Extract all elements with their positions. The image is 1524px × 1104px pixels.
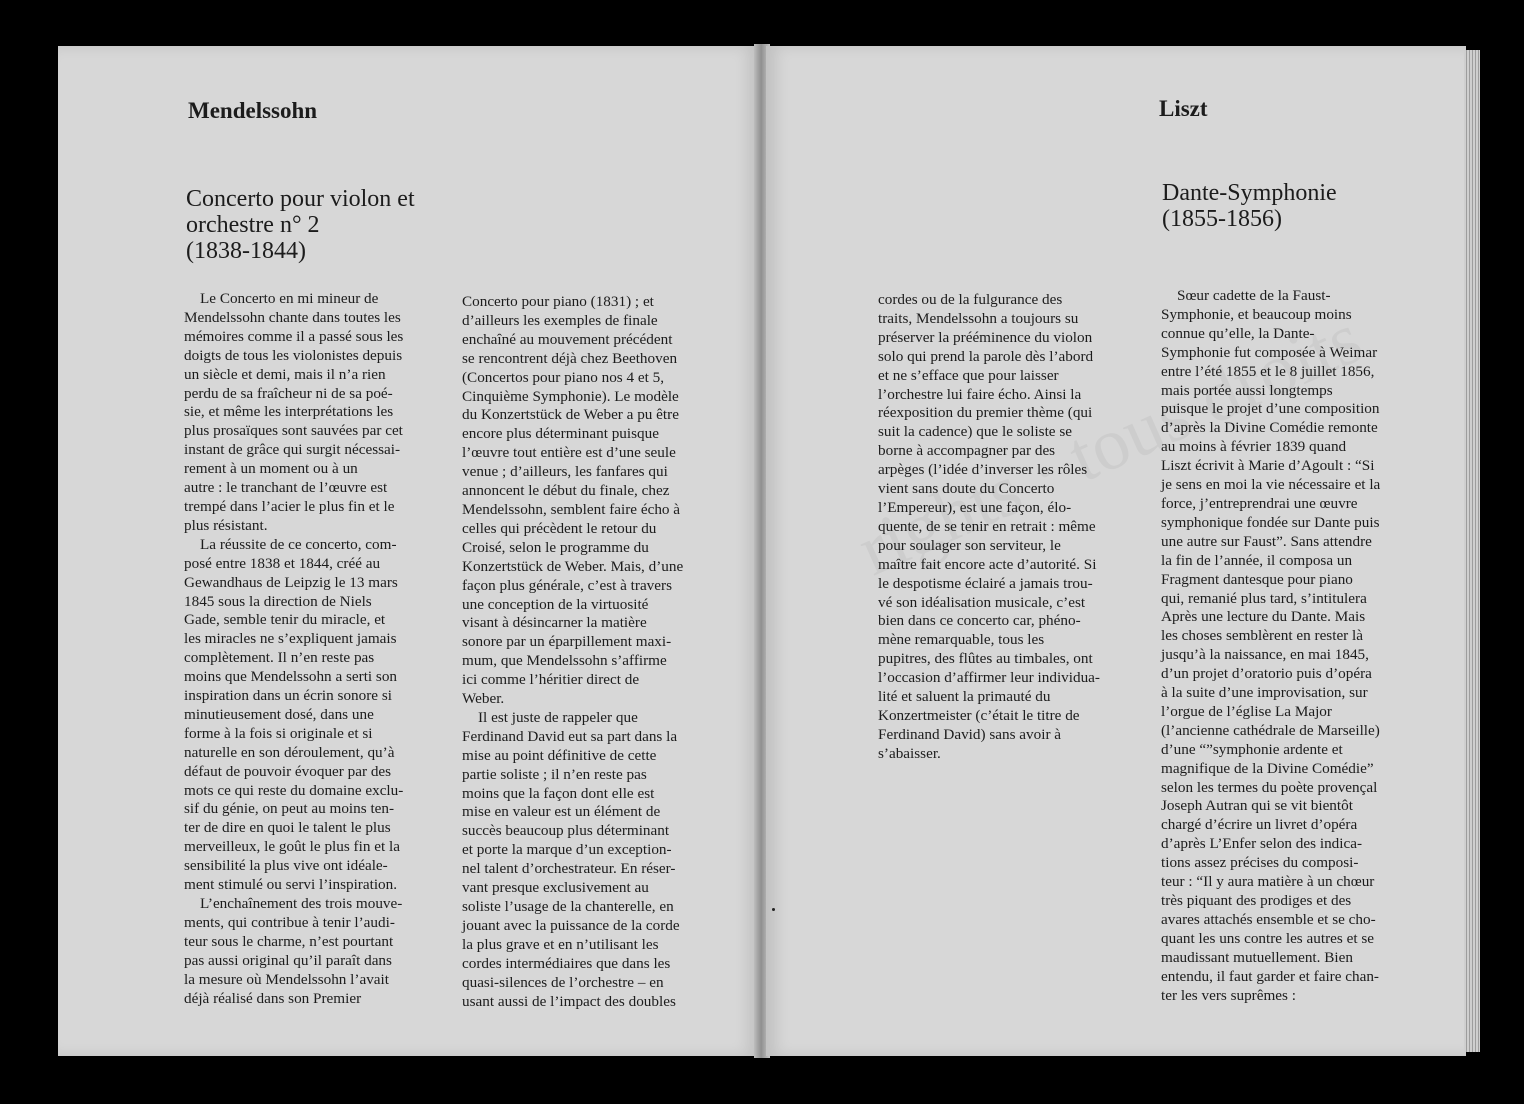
text-line: façon plus générale, c’est à travers (462, 576, 672, 594)
text-line: défaut de pouvoir évoquer par des (184, 762, 392, 780)
text-line: l’Empereur), est une façon, élo- (878, 498, 1072, 516)
text-line: Cinquième Symphonie). Le modèle (462, 387, 679, 405)
text-line: d’une “”symphonie ardente et (1161, 740, 1343, 758)
text-line: Liszt écrivit à Marie d’Agoult : “Si (1161, 457, 1375, 475)
text-column-left-1 (184, 290, 462, 1008)
text-line: plus résistant. (184, 516, 268, 534)
text-line: complètement. Il n’en reste pas (184, 649, 375, 667)
running-head-right: Liszt (1159, 96, 1208, 121)
text-line: la fin de l’année, il composa un (1161, 551, 1353, 569)
text-line: ter de dire en quoi le talent le plus (184, 819, 391, 837)
text-line: traits, Mendelssohn a toujours su (878, 309, 1079, 327)
text-line: s’abaisser. (878, 744, 941, 762)
text-line: la plus grave et en n’utilisant les (462, 935, 659, 953)
text-line: visant à désincarner la matière (462, 614, 647, 632)
text-line: entendu, il faut garder et faire chan- (1161, 967, 1379, 985)
text-line: mémoires comme il a passé sous les (184, 327, 404, 345)
text-line: d’après L’Enfer selon des indica- (1161, 835, 1363, 853)
text-line: posé entre 1838 et 1844, créé au (184, 554, 381, 572)
text-line: bien dans ce concerto car, phéno- (878, 612, 1081, 630)
left-page (58, 46, 758, 1056)
text-line: magnifique de la Divine Comédie” (1161, 759, 1374, 777)
text-line: au moins à février 1839 quand (1161, 438, 1347, 456)
text-line: sie, et même les interprétations les (184, 403, 394, 421)
text-line: puisque le projet d’une composition (1161, 400, 1380, 418)
text-line: maître fait encore acte d’autorité. Si (878, 555, 1097, 573)
text-line: autre : le tranchant de l’œuvre est (184, 479, 388, 497)
text-line: déjà réalisé dans son Premier (184, 989, 362, 1007)
text-line: et porte la marque d’un exception- (462, 841, 672, 859)
text-line: l’orgue de l’église La Major (1161, 702, 1332, 720)
text-line: Ferdinand David) sans avoir à (878, 725, 1062, 743)
text-line: la mesure où Mendelssohn l’avait (184, 970, 389, 988)
text-line: Croisé, selon le programme du (462, 538, 649, 556)
text-line: usant aussi de l’impact des doubles (462, 992, 676, 1010)
text-line: ter les vers suprêmes : (1161, 986, 1296, 1004)
text-line: quente, de se tenir en retrait : même (878, 517, 1096, 535)
text-column-left-2 (462, 293, 742, 1011)
text-column-right-2 (1161, 287, 1451, 1005)
text-line: ici comme l’héritier direct de (462, 671, 640, 689)
text-line: trempé dans l’acier le plus fin et le (184, 497, 395, 515)
text-line: annoncent le début du finale, chez (462, 482, 670, 500)
text-line: tions assez précises du composi- (1161, 854, 1359, 872)
text-line: avares attachés ensemble et se cho- (1161, 910, 1376, 928)
text-line: Ferdinand David eut sa part dans la (462, 727, 678, 745)
text-line: à la suite d’une improvisation, sur (1161, 684, 1368, 702)
text-line: et ne s’efface que pour laisser (878, 366, 1059, 384)
title-line: Concerto pour violon et (186, 186, 415, 212)
text-line: Après une lecture du Dante. Mais (1161, 608, 1366, 626)
text-line: mise au point définitive de cette (462, 746, 657, 764)
text-line: plus prosaïques sont sauvées par cet (184, 422, 403, 440)
text-line: pupitres, des flûtes au timbales, ont (878, 650, 1093, 668)
text-line: Il est juste de rappeler que (478, 708, 638, 726)
title-line: Dante-Symphonie (1162, 180, 1337, 206)
text-line: l’œuvre tout entière est d’une seule (462, 444, 676, 462)
text-line: cordes intermédiaires que dans les (462, 954, 671, 972)
text-line: le despotisme éclairé a jamais trou- (878, 574, 1093, 592)
text-line: d’après la Divine Comédie remonte (1161, 419, 1378, 437)
text-line: Symphonie, et beaucoup moins (1161, 305, 1352, 323)
text-line: rement à un moment ou à un (184, 460, 358, 478)
text-line: sif du génie, on peut au moins ten- (184, 800, 395, 818)
text-line: ments, qui contribue à tenir l’audi- (184, 913, 395, 931)
text-line: d’ailleurs les exemples de finale (462, 311, 658, 329)
text-line: La réussite de ce concerto, com- (200, 535, 397, 553)
text-line: sensibilité la plus vive ont idéale- (184, 857, 388, 875)
text-line: chargé d’écrire un livret d’opéra (1161, 816, 1358, 834)
text-line: Konzertstück de Weber. Mais, d’une (462, 557, 684, 575)
text-line: jouant avec la puissance de la corde (462, 916, 680, 934)
text-line: Gade, semble tenir du miracle, et (184, 611, 386, 629)
text-line: enchaîné au mouvement précédent (462, 330, 673, 348)
text-line: Konzertmeister (c’était le titre de (878, 706, 1080, 724)
text-line: connue qu’elle, la Dante- (1161, 324, 1315, 342)
text-line: venue ; d’ailleurs, les fanfares qui (462, 463, 668, 481)
text-line: solo qui prend la parole dès l’abord (878, 347, 1094, 365)
text-line: inspiration dans un écrin sonore si (184, 687, 392, 705)
text-line: borne à accompagner par des (878, 442, 1056, 460)
text-line: mise en valeur est un élément de (462, 803, 661, 821)
title-line: (1855-1856) (1162, 206, 1282, 232)
text-line: pas aussi original qu’il paraît dans (184, 951, 392, 969)
text-line: suit la cadence) que le soliste se (878, 423, 1072, 441)
text-line: réexposition du premier thème (qui (878, 404, 1093, 422)
text-line: succès beaucoup plus déterminant (462, 822, 670, 840)
text-line: vant presque exclusivement au (462, 879, 649, 897)
work-title-right (1162, 180, 1337, 232)
text-line: les miracles ne s’expliquent jamais (184, 630, 397, 648)
text-line: merveilleux, le goût le plus fin et la (184, 838, 400, 856)
text-line: moins que Mendelssohn a serti son (184, 668, 398, 686)
text-line: selon les termes du poète provençal (1161, 778, 1378, 796)
text-line: 1845 sous la direction de Niels (184, 592, 372, 610)
text-line: moins que la façon dont elle est (462, 784, 655, 802)
text-line: forme à la fois si originale et si (184, 724, 373, 742)
text-line: Mendelssohn chante dans toutes les (184, 308, 401, 326)
text-line: Fragment dantesque pour piano (1161, 570, 1353, 588)
running-head-left: Mendelssohn (188, 98, 318, 123)
text-line: (Concertos pour piano nos 4 et 5, (462, 368, 665, 386)
text-line: mots ce qui reste du domaine exclu- (184, 781, 404, 799)
text-line: quasi-silences de l’orchestre – en (462, 973, 664, 991)
text-line: l’orchestre lui faire écho. Ainsi la (878, 385, 1082, 403)
text-line: vient sans doute du Concerto (878, 480, 1055, 498)
text-line: Mendelssohn, semblent faire écho à (462, 500, 681, 518)
text-column-right-1 (878, 291, 1148, 764)
text-line: qui, remanié plus tard, s’intitulera (1161, 589, 1367, 607)
text-line: lité et saluent la primauté du (878, 688, 1051, 706)
text-line: entre l’été 1855 et le 8 juillet 1856, (1161, 362, 1375, 380)
title-line: orchestre n° 2 (186, 212, 320, 238)
text-line: arpèges (l’idée d’inverser les rôles (878, 461, 1088, 479)
text-line: mène remarquable, tous les (878, 631, 1045, 649)
text-line: teur sous le charme, n’est pourtant (184, 932, 394, 950)
text-line: soliste l’usage de la chanterelle, en (462, 898, 674, 915)
text-line: Joseph Autran qui se vit bientôt (1161, 797, 1353, 815)
text-line: les choses semblèrent en rester là (1161, 627, 1363, 645)
text-line: cordes ou de la fulgurance des (878, 291, 1063, 308)
text-line: partie soliste ; il n’en reste pas (462, 765, 647, 783)
text-line: ment stimulé ou servi l’inspiration. (184, 876, 398, 894)
text-line: minutieusement dosé, dans une (184, 705, 374, 723)
title-line: (1838-1844) (186, 238, 306, 264)
text-line: maudissant mutuellement. Bien (1161, 948, 1353, 966)
text-line: mum, que Mendelssohn s’affirme (462, 652, 667, 670)
text-line: je sens en moi la vie nécessaire et la (1161, 476, 1381, 494)
text-line: sonore par un éparpillement maxi- (462, 633, 672, 651)
text-line: celles qui précèdent le retour du (462, 519, 657, 537)
text-line: préserver la prééminence du violon (878, 328, 1093, 346)
text-line: doigts de tous les violonistes depuis (184, 346, 403, 364)
text-line: L’enchaînement des trois mouve- (200, 895, 403, 912)
text-line: Gewandhaus de Leipzig le 13 mars (184, 573, 398, 591)
text-line: (l’ancienne cathédrale de Marseille) (1161, 721, 1380, 739)
text-line: d’un projet d’oratorio puis d’opéra (1161, 665, 1372, 683)
page-edges (1464, 50, 1480, 1052)
text-line: mais portée aussi longtemps (1161, 381, 1333, 399)
text-line: très piquant des prodiges et des (1161, 892, 1352, 909)
text-line: jusqu’à la naissance, en mai 1845, (1161, 646, 1369, 664)
text-line: pour soulager son serviteur, le (878, 536, 1061, 554)
text-line: se rencontrent déjà chez Beethoven (462, 349, 678, 367)
text-line: instant de grâce qui surgit nécessai- (184, 441, 401, 459)
text-line: Sœur cadette de la Faust- (1177, 287, 1331, 304)
text-line: l’occasion d’affirmer leur individua- (878, 669, 1100, 687)
text-line: nel talent d’orchestrateur. En réser- (462, 860, 676, 878)
text-line: perdu de sa fraîcheur ni de sa poé- (184, 384, 393, 402)
work-title-left (186, 186, 415, 264)
text-line: teur : “Il y aura matière à un chœur (1161, 873, 1375, 891)
text-line: naturelle en son déroulement, qu’à (184, 743, 395, 761)
text-line: Concerto pour piano (1831) ; et (462, 293, 654, 310)
text-line: une autre sur Faust”. Sans attendre (1161, 532, 1372, 550)
text-line: vé son idéalisation musicale, c’est (878, 593, 1086, 611)
paper-speck (772, 908, 775, 911)
text-line: une conception de la virtuosité (462, 595, 649, 613)
text-line: encore plus déterminant puisque (462, 425, 659, 443)
right-page (766, 46, 1466, 1056)
text-line: un siècle et demi, mais il n’a rien (184, 365, 386, 383)
text-line: force, j’entreprendrai une œuvre (1161, 494, 1358, 512)
text-line: Symphonie fut composée à Weimar (1161, 343, 1378, 361)
text-line: Weber. (462, 690, 505, 708)
text-line: quant les uns contre les autres et se (1161, 929, 1374, 947)
text-line: du Konzertstück de Weber a pu être (462, 406, 679, 424)
text-line: symphonique fondée sur Dante puis (1161, 513, 1380, 531)
text-line: Le Concerto en mi mineur de (200, 290, 379, 307)
